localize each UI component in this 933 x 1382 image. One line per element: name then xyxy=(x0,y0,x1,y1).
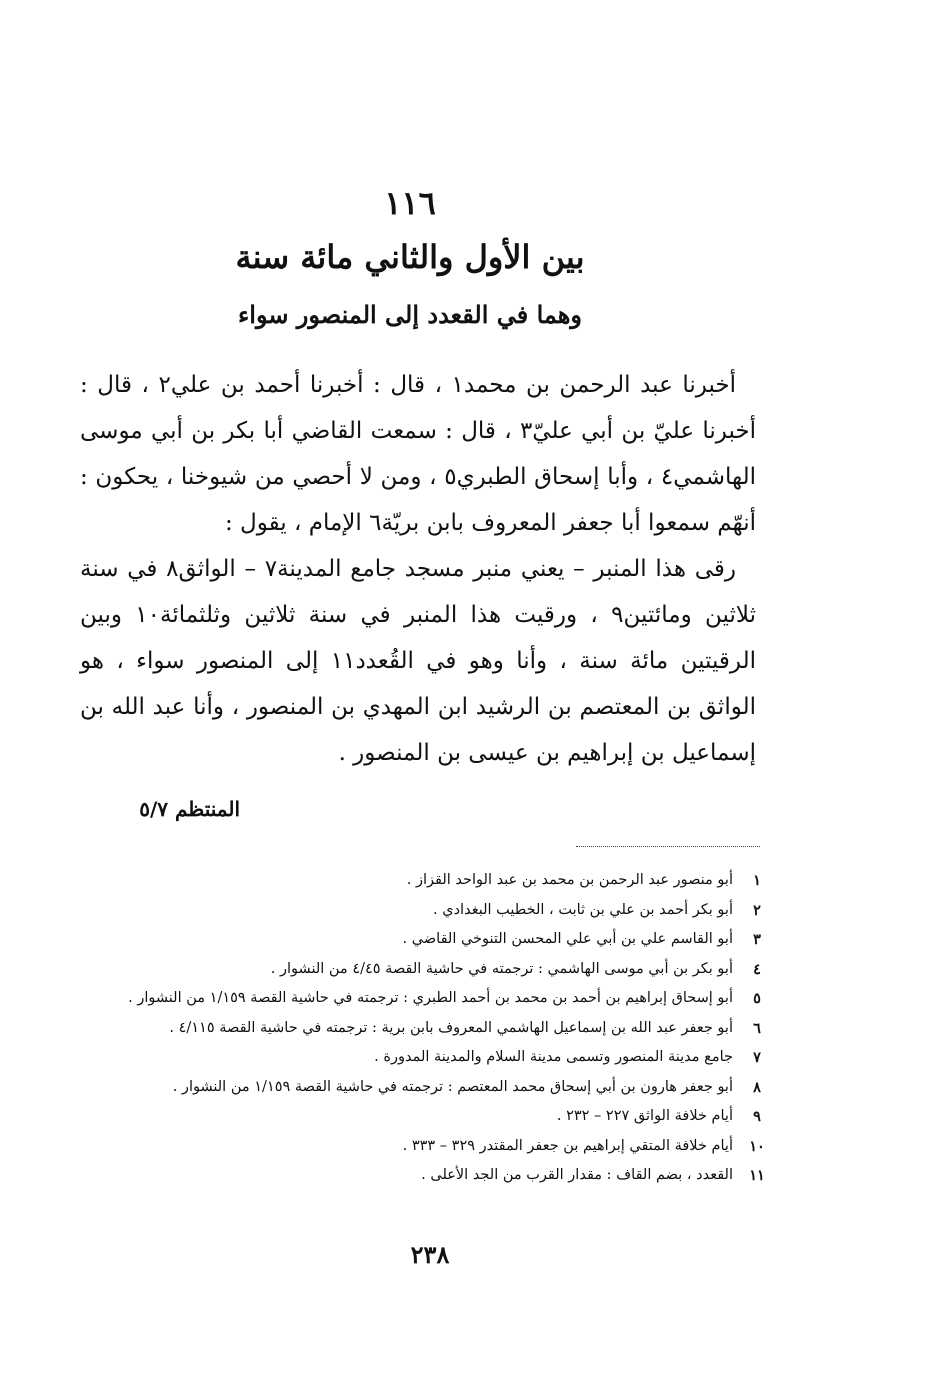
page-number: ٢٣٨ xyxy=(410,1240,450,1269)
footnote-text: أبو بكر أحمد بن علي بن ثابت ، الخطيب البغدادي . xyxy=(433,901,733,918)
body-paragraph-1: أخبرنا عبد الرحمن بن محمد١ ، قال : أخبرنا أحمد بن علي٢ ، قال : أخبرنا عليّ بن أبي عليّ٣ ، قال : سمعت القاضي أبا بكر بن أبي موسى الهاشمي٤ ، وأبا إسحاق الطبري٥ ، ومن لا أحصي من شيوخنا ، يحكون : أنهّم سمعوا أبا جعفر المعروف بابن بريّة٦ الإمام ، يقول : xyxy=(80,372,757,536)
footnote xyxy=(95,1073,775,1103)
footnote-number: ١٠ xyxy=(749,1137,765,1155)
footnote-text: أبو جعفر عبد الله بن إسماعيل الهاشمي المعروف بابن برية : ترجمته في حاشية القصة ٤/١١٥ . xyxy=(169,1019,733,1036)
story-body xyxy=(80,362,756,776)
footnote-number: ٨ xyxy=(753,1078,761,1096)
footnote xyxy=(95,955,775,985)
footnote-text: أبو منصور عبد الرحمن بن محمد بن عبد الواحد القزاز . xyxy=(406,872,733,888)
footnote xyxy=(95,1132,775,1162)
footnote-number: ٢ xyxy=(753,901,761,919)
footnote-text: أبو القاسم علي بن أبي علي المحسن التنوخي القاضي . xyxy=(402,931,733,947)
footnote-number: ٣ xyxy=(753,931,761,948)
story-number: ١١٦ xyxy=(384,184,436,222)
footnote-number: ٦ xyxy=(753,1019,761,1037)
footnote-text: أبو إسحاق إبراهيم بن أحمد بن محمد بن أحمد الطبري : ترجمته في حاشية القصة ١/١٥٩ من النشوار . xyxy=(128,990,733,1006)
footnote-text: أيام خلافة الواثق ٢٢٧ – ٢٣٢ . xyxy=(556,1108,733,1124)
footnote xyxy=(95,1102,775,1132)
footnote-text: أيام خلافة المتقي إبراهيم بن جعفر المقتدر ٣٢٩ – ٣٣٣ . xyxy=(402,1137,733,1154)
footnote-number: ٥ xyxy=(753,990,761,1007)
footnote-divider xyxy=(576,846,760,847)
footnote-number: ١١ xyxy=(749,1167,765,1184)
footnote xyxy=(95,984,775,1014)
footnote xyxy=(95,896,775,926)
source-citation: المنتظم ٥/٧ xyxy=(139,797,240,821)
footnote-number: ١ xyxy=(753,872,761,889)
footnote xyxy=(95,925,775,955)
body-paragraph-2: رقى هذا المنبر – يعني منبر مسجد جامع المدينة٧ – الواثق٨ في سنة ثلاثين ومائتين٩ ، ورقيت هذا المنبر في سنة ثلاثين وثلثمائة١٠ وبين الرقيتين مائة سنة ، وأنا وهو في القُعدد١١ إلى المنصور سواء ، هو الواثق بن المعتصم بن الرشيد ابن المهدي بن المنصور ، وأنا عبد الله بن إسماعيل بن إبراهيم بن عيسى بن المنصور . xyxy=(80,556,756,766)
footnote xyxy=(95,1014,775,1044)
footnote xyxy=(95,866,775,896)
footnote-text: أبو جعفر هارون بن أبي إسحاق محمد المعتصم : ترجمته في حاشية القصة ١/١٥٩ من النشوار . xyxy=(172,1078,733,1095)
footnote xyxy=(95,1043,775,1073)
footnote-number: ٧ xyxy=(753,1049,761,1066)
story-subtitle: وهما في القعدد إلى المنصور سواء xyxy=(237,300,582,329)
story-title: بين الأول والثاني مائة سنة xyxy=(235,238,585,276)
footnote-text: أبو بكر بن أبي موسى الهاشمي : ترجمته في حاشية القصة ٤/٤٥ من النشوار . xyxy=(270,960,733,977)
footnote-text: جامع مدينة المنصور وتسمى مدينة السلام والمدينة المدورة . xyxy=(374,1049,733,1065)
footnotes-list xyxy=(95,866,775,1191)
footnote-number: ٩ xyxy=(753,1108,761,1125)
footnote-number: ٤ xyxy=(753,960,761,978)
footnote-text: القعدد ، بضم القاف : مقدار القرب من الجد الأعلى . xyxy=(421,1167,733,1183)
footnote xyxy=(95,1161,775,1191)
